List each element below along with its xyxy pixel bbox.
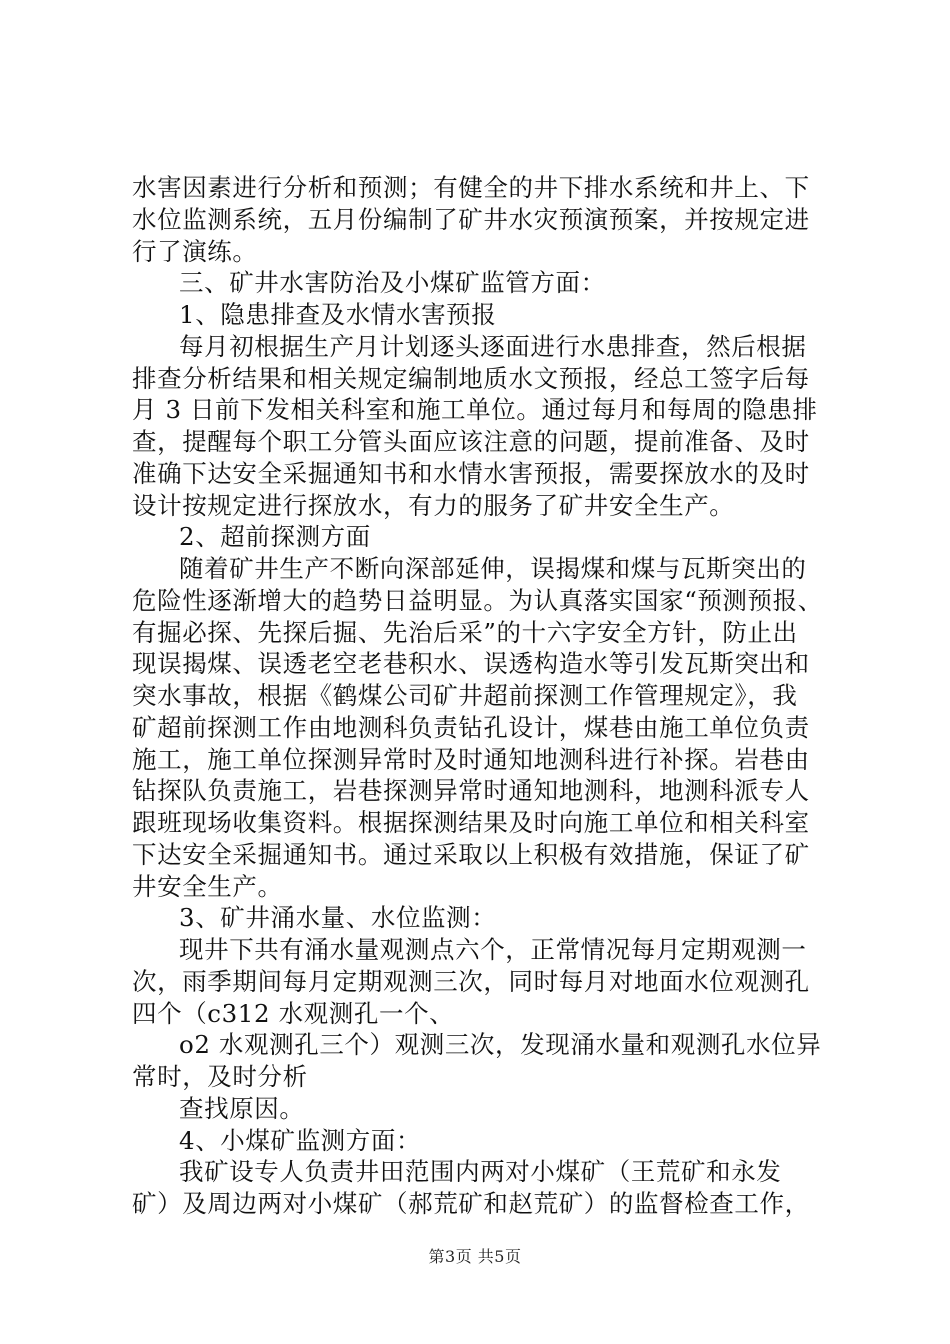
text-line: o2 水观测孔三个）观测三次，发现涌水量和观测孔水位异 bbox=[179, 1030, 822, 1059]
text-line: 准确下达安全采掘通知书和水情水害预报，需要探放水的及时 bbox=[132, 459, 810, 488]
text-line: 每月初根据生产月计划逐头逐面进行水患排查，然后根据 bbox=[179, 332, 807, 361]
text-line: 查找原因。 bbox=[179, 1094, 305, 1123]
text-line: 月 3 日前下发相关科室和施工单位。通过每月和每周的隐患排 bbox=[132, 395, 818, 424]
text-line: 危险性逐渐增大的趋势日益明显。为认真落实国家“预测预报、 bbox=[132, 586, 823, 615]
text-line: 钻探队负责施工，岩巷探测异常时通知地测科，地测科派专人 bbox=[132, 776, 810, 805]
subsection-heading: 4、小煤矿监测方面： bbox=[179, 1126, 422, 1155]
text-line: 查，提醒每个职工分管头面应该注意的问题，提前准备、及时 bbox=[132, 427, 810, 456]
text-line: 跟班现场收集资料。根据探测结果及时向施工单位和相关科室 bbox=[132, 808, 810, 837]
text-line: 设计按规定进行探放水，有力的服务了矿井安全生产。 bbox=[132, 491, 735, 520]
text-line: 水位监测系统，五月份编制了矿井水灾预演预案，并按规定进 bbox=[132, 205, 810, 234]
text-line: 我矿设专人负责井田范围内两对小煤矿（王荒矿和永发 bbox=[179, 1157, 782, 1186]
text-line: 矿）及周边两对小煤矿（郝荒矿和赵荒矿）的监督检查工作， bbox=[132, 1189, 810, 1218]
text-line: 施工，施工单位探测异常时及时通知地测科进行补探。岩巷由 bbox=[132, 745, 810, 774]
subsection-heading: 1、隐患排查及水情水害预报 bbox=[179, 300, 497, 329]
subsection-heading: 2、超前探测方面 bbox=[179, 522, 371, 551]
page-number-footer: 第3页 共5页 bbox=[428, 1247, 522, 1266]
section-heading: 三、矿井水害防治及小煤矿监管方面： bbox=[179, 268, 606, 297]
text-line: 突水事故，根据《鹤煤公司矿井超前探测工作管理规定》，我 bbox=[132, 681, 798, 710]
text-line: 矿超前探测工作由地测科负责钻孔设计，煤巷由施工单位负责 bbox=[132, 713, 810, 742]
text-line: 有掘必探、先探后掘、先治后采”的十六字安全方针，防止出 bbox=[132, 618, 798, 647]
text-line: 下达安全采掘通知书。通过采取以上积极有效措施，保证了矿 bbox=[132, 840, 810, 869]
text-line: 次，雨季期间每月定期观测三次，同时每月对地面水位观测孔 bbox=[132, 967, 810, 996]
text-line: 现井下共有涌水量观测点六个，正常情况每月定期观测一 bbox=[179, 935, 807, 964]
text-line: 现误揭煤、误透老空老巷积水、误透构造水等引发瓦斯突出和 bbox=[132, 649, 810, 678]
text-line: 四个（c312 水观测孔一个、 bbox=[132, 999, 455, 1028]
text-line: 常时，及时分析 bbox=[132, 1062, 308, 1091]
text-line: 随着矿井生产不断向深部延伸，误揭煤和煤与瓦斯突出的 bbox=[179, 554, 807, 583]
text-line: 水害因素进行分析和预测；有健全的井下排水系统和井上、下 bbox=[132, 173, 810, 202]
text-line: 行了演练。 bbox=[132, 237, 258, 266]
text-line: 排查分析结果和相关规定编制地质水文预报，经总工签字后每 bbox=[132, 364, 810, 393]
subsection-heading: 3、矿井涌水量、水位监测： bbox=[179, 903, 497, 932]
text-line: 井安全生产。 bbox=[132, 872, 283, 901]
